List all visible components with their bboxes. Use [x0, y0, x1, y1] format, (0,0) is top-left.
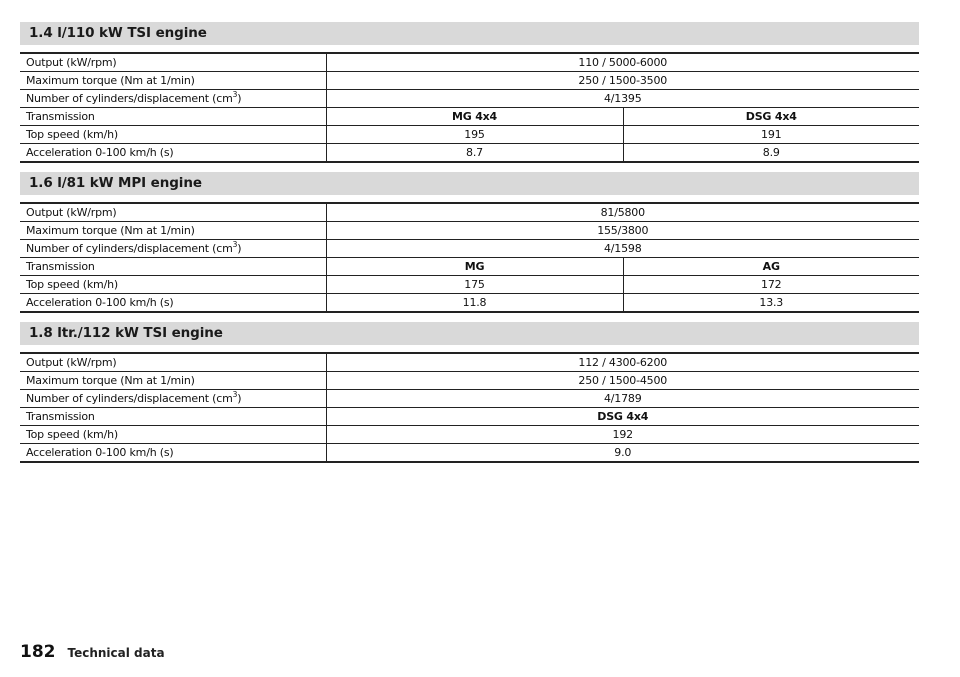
row-value: 155/3800	[326, 222, 919, 240]
table-row	[20, 53, 919, 72]
row-value: 110 / 5000-6000	[326, 53, 919, 72]
label-text: Number of cylinders/displacement (cm	[26, 92, 233, 105]
row-label: Transmission	[20, 258, 326, 276]
row-label: Maximum torque (Nm at 1/min)	[20, 72, 326, 90]
engine-section-2	[20, 172, 919, 313]
spec-table	[20, 202, 919, 313]
table-row	[20, 294, 919, 313]
engine-section-1	[20, 22, 919, 163]
row-label: Transmission	[20, 108, 326, 126]
row-value: DSG 4x4	[326, 408, 919, 426]
label-end: )	[237, 92, 242, 105]
table-row	[20, 222, 919, 240]
table-row	[20, 276, 919, 294]
label-end: )	[237, 392, 242, 405]
row-label: Top speed (km/h)	[20, 126, 326, 144]
superscript: 3	[232, 240, 238, 249]
table-row	[20, 390, 919, 408]
section-title: 1.8 ltr./112 kW TSI engine	[20, 322, 919, 345]
row-value: MG	[326, 258, 623, 276]
row-label	[20, 240, 326, 258]
page-footer	[20, 642, 165, 662]
table-row	[20, 353, 919, 372]
table-row	[20, 144, 919, 163]
row-value: 81/5800	[326, 203, 919, 222]
row-label: Transmission	[20, 408, 326, 426]
table-row	[20, 108, 919, 126]
superscript: 3	[232, 390, 238, 399]
row-value: 175	[326, 276, 623, 294]
table-row	[20, 203, 919, 222]
row-label: Top speed (km/h)	[20, 426, 326, 444]
row-label: Maximum torque (Nm at 1/min)	[20, 222, 326, 240]
row-value: 4/1395	[326, 90, 919, 108]
table-row	[20, 408, 919, 426]
row-value: DSG 4x4	[623, 108, 919, 126]
row-label: Maximum torque (Nm at 1/min)	[20, 372, 326, 390]
row-value: 8.9	[623, 144, 919, 163]
engine-section-3	[20, 322, 919, 463]
row-value: 191	[623, 126, 919, 144]
row-value: MG 4x4	[326, 108, 623, 126]
row-value: AG	[623, 258, 919, 276]
table-row	[20, 258, 919, 276]
label-text: Number of cylinders/displacement (cm	[26, 242, 233, 255]
row-label	[20, 390, 326, 408]
row-value: 250 / 1500-4500	[326, 372, 919, 390]
section-title: 1.6 l/81 kW MPI engine	[20, 172, 919, 195]
row-value: 9.0	[326, 444, 919, 463]
row-label	[20, 90, 326, 108]
spec-table	[20, 52, 919, 163]
row-value: 192	[326, 426, 919, 444]
row-value: 112 / 4300-6200	[326, 353, 919, 372]
chapter-title: Technical data	[67, 646, 165, 660]
section-title: 1.4 l/110 kW TSI engine	[20, 22, 919, 45]
table-row	[20, 444, 919, 463]
table-row	[20, 372, 919, 390]
row-value: 4/1598	[326, 240, 919, 258]
table-row	[20, 72, 919, 90]
row-value: 195	[326, 126, 623, 144]
row-value: 172	[623, 276, 919, 294]
row-label: Output (kW/rpm)	[20, 53, 326, 72]
row-label: Output (kW/rpm)	[20, 203, 326, 222]
row-value: 250 / 1500-3500	[326, 72, 919, 90]
superscript: 3	[232, 90, 238, 99]
label-text: Number of cylinders/displacement (cm	[26, 392, 233, 405]
table-row	[20, 426, 919, 444]
table-row	[20, 90, 919, 108]
spec-table	[20, 352, 919, 463]
row-label: Output (kW/rpm)	[20, 353, 326, 372]
row-value: 4/1789	[326, 390, 919, 408]
row-label: Acceleration 0-100 km/h (s)	[20, 144, 326, 163]
label-end: )	[237, 242, 242, 255]
row-label: Top speed (km/h)	[20, 276, 326, 294]
page-number: 182	[20, 642, 56, 662]
table-row	[20, 240, 919, 258]
table-row	[20, 126, 919, 144]
row-value: 8.7	[326, 144, 623, 163]
row-value: 13.3	[623, 294, 919, 313]
row-label: Acceleration 0-100 km/h (s)	[20, 444, 326, 463]
row-value: 11.8	[326, 294, 623, 313]
row-label: Acceleration 0-100 km/h (s)	[20, 294, 326, 313]
